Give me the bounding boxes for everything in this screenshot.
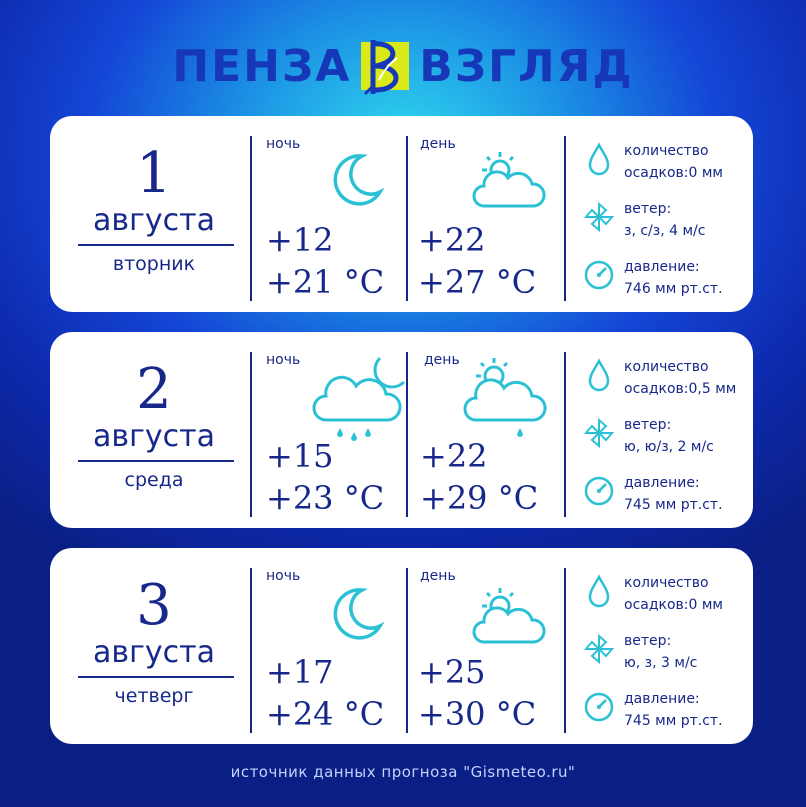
pressure-title: давление:: [624, 259, 700, 275]
divider: [564, 352, 566, 517]
wind-title: ветер:: [624, 417, 672, 433]
moon-icon: [318, 580, 388, 654]
partly-cloudy-sun-icon: [470, 584, 550, 654]
pinwheel-icon: [582, 200, 616, 234]
night-temp-max: +23 °C: [266, 479, 385, 517]
pressure-value: 745 мм рт.ст.: [624, 497, 723, 513]
day-temp-min: +22: [418, 221, 486, 259]
weekday-label: вторник: [112, 253, 196, 275]
day-label: день: [420, 136, 456, 152]
day-temp-min: +22: [420, 437, 488, 475]
precipitation-info: [576, 140, 751, 190]
divider: [78, 676, 234, 678]
precipitation-title: количество: [624, 575, 709, 591]
precipitation-info: [576, 572, 751, 622]
precipitation-info: [576, 356, 751, 406]
night-temp-min: +15: [266, 437, 334, 475]
precipitation-title: количество: [624, 359, 709, 375]
precipitation-title: количество: [624, 143, 709, 159]
wind-title: ветер:: [624, 633, 672, 649]
day-temp-min: +25: [418, 653, 486, 691]
night-label: ночь: [266, 136, 301, 152]
day-number: 2: [136, 357, 172, 422]
divider: [250, 568, 252, 733]
month-label: августа: [93, 419, 215, 454]
raindrop-icon: [582, 142, 616, 176]
day-label: день: [424, 352, 460, 368]
precipitation-value: осадков:0,5 мм: [624, 381, 737, 397]
wind-value: з, с/з, 4 м/с: [624, 223, 706, 239]
gauge-icon: [582, 258, 616, 292]
precipitation-value: осадков:0 мм: [624, 165, 723, 181]
logo-mark-icon: [357, 36, 413, 96]
night-temp-min: +17: [266, 653, 334, 691]
day-temp-max: +30 °C: [418, 695, 537, 733]
night-label: ночь: [266, 568, 301, 584]
forecast-card-3: [50, 548, 753, 744]
gauge-icon: [582, 690, 616, 724]
date-block: [72, 332, 236, 528]
divider: [406, 352, 408, 517]
gauge-icon: [582, 474, 616, 508]
wind-info: [576, 198, 751, 248]
pinwheel-icon: [582, 632, 616, 666]
logo-text-right: ВЗГЛЯД: [419, 40, 634, 92]
pressure-value: 745 мм рт.ст.: [624, 713, 723, 729]
pressure-title: давление:: [624, 691, 700, 707]
moon-icon: [318, 146, 388, 220]
logo: [0, 30, 806, 102]
forecast-card-2: [50, 332, 753, 528]
night-temp-min: +12: [266, 221, 334, 259]
date-block: [72, 116, 236, 312]
pressure-title: давление:: [624, 475, 700, 491]
pressure-value: 746 мм рт.ст.: [624, 281, 723, 297]
pressure-info: [576, 472, 751, 522]
pinwheel-icon: [582, 416, 616, 450]
day-temp-max: +27 °C: [418, 263, 537, 301]
pressure-info: [576, 256, 751, 306]
pressure-info: [576, 688, 751, 738]
weekday-label: среда: [124, 469, 184, 491]
day-label: день: [420, 568, 456, 584]
night-label: ночь: [266, 352, 301, 368]
divider: [78, 244, 234, 246]
precipitation-value: осадков:0 мм: [624, 597, 723, 613]
raindrop-icon: [582, 358, 616, 392]
source-footer: источник данных прогноза "Gismeteo.ru": [230, 763, 576, 781]
wind-value: ю, з, 3 м/с: [624, 655, 698, 671]
wind-title: ветер:: [624, 201, 672, 217]
divider: [406, 568, 408, 733]
forecast-card-1: [50, 116, 753, 312]
month-label: августа: [93, 635, 215, 670]
night-temp-max: +21 °C: [266, 263, 385, 301]
divider: [406, 136, 408, 301]
divider: [564, 568, 566, 733]
wind-value: ю, ю/з, 2 м/с: [624, 439, 714, 455]
night-temp-max: +24 °C: [266, 695, 385, 733]
day-number: 1: [136, 141, 172, 206]
day-temp-max: +29 °C: [420, 479, 539, 517]
divider: [78, 460, 234, 462]
wind-info: [576, 414, 751, 464]
day-number: 3: [136, 573, 172, 638]
wind-info: [576, 630, 751, 680]
divider: [250, 136, 252, 301]
raindrop-icon: [582, 574, 616, 608]
divider: [250, 352, 252, 517]
partly-cloudy-sun-icon: [470, 148, 550, 218]
logo-text-left: ПЕНЗА: [172, 40, 352, 92]
weekday-label: четверг: [114, 685, 194, 707]
month-label: августа: [93, 203, 215, 238]
divider: [564, 136, 566, 301]
date-block: [72, 548, 236, 744]
